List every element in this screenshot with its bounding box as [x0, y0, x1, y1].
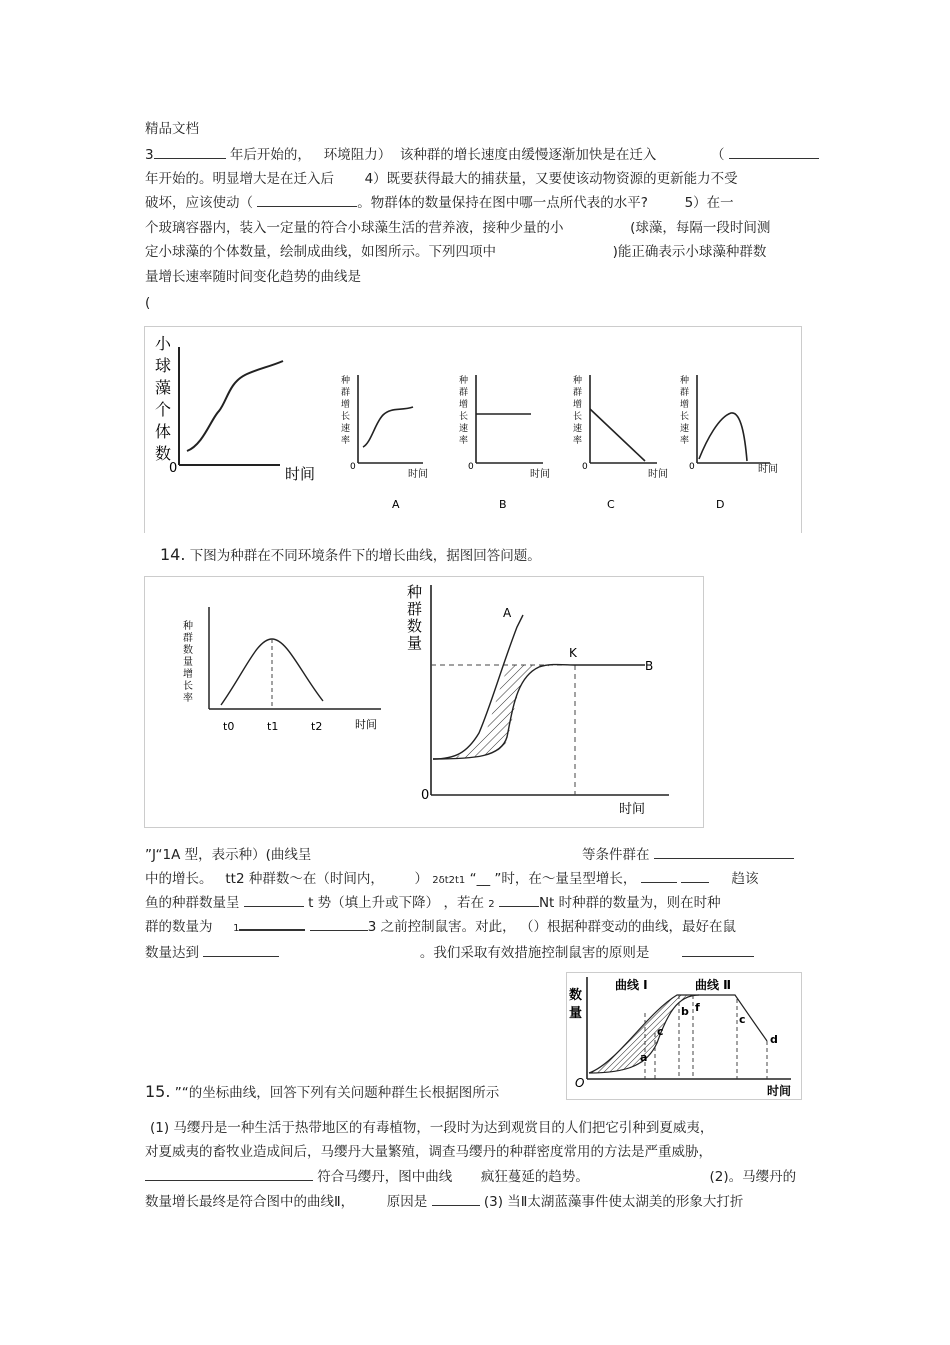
curve-s: [433, 665, 645, 760]
answer-blank[interactable]: [239, 929, 305, 931]
text: Nt 时种群的数量为，则在时种: [538, 895, 721, 911]
ylabel-char: 种: [183, 621, 193, 632]
ylabel-char: 群: [680, 388, 690, 398]
ylabel-char: 量: [183, 657, 193, 668]
text: (2)。马缨丹的: [709, 1169, 797, 1185]
page-header: 精品文档: [145, 121, 199, 137]
option-label: D: [716, 498, 725, 511]
curve-b-label: B: [645, 659, 654, 673]
answer-blank[interactable]: [432, 1205, 480, 1206]
ylabel-char: 群: [459, 388, 469, 398]
origin-label: 0: [582, 462, 588, 472]
para1-line3: [145, 194, 734, 212]
ylabel-char: 数: [155, 444, 172, 463]
ylabel-char: 球: [155, 356, 172, 375]
ylabel-char: 量: [569, 1006, 583, 1021]
q15-line4: [145, 1193, 743, 1211]
para2-line4: [145, 918, 736, 938]
text: “__ ”时，在～量呈型增长，: [469, 871, 637, 887]
ylabel-char: 数: [407, 617, 423, 635]
answer-blank[interactable]: [682, 956, 754, 957]
answer-blank[interactable]: [244, 906, 304, 907]
answer-blank[interactable]: [257, 206, 357, 207]
population-graph: [407, 583, 669, 817]
ylabel-char: 群: [407, 600, 423, 618]
point-c2: c: [739, 1013, 746, 1026]
text: 。我们采取有效措施控制鼠害的原则是: [419, 945, 650, 961]
text: 个玻璃容器内，装入一定量的符合小球藻生活的营养液，接种少量的小: [145, 220, 564, 236]
xlabel: 时间: [648, 469, 668, 480]
ylabel-char: 数: [569, 988, 583, 1003]
para1-line5: [145, 243, 766, 261]
text: 破坏，应该使动（: [145, 195, 253, 211]
text: tt2 种群数～在（时间内，: [225, 871, 384, 887]
ylabel-char: 率: [680, 436, 690, 446]
para1-line4: [145, 219, 770, 237]
option-label: C: [607, 498, 615, 511]
text: 该种群的增长速度由缓慢逐渐加快是在迁入: [399, 147, 657, 163]
ylabel-char: 长: [459, 412, 469, 422]
ylabel-char: 种: [459, 376, 469, 386]
ylabel-char: 长: [341, 412, 351, 422]
point-b: b: [681, 1005, 689, 1018]
ylabel-char: 率: [459, 436, 469, 446]
q15-line2: 对夏威夷的畜牧业造成间后，马缨丹大量繁殖，调查马缨丹的种群密度常用的方法是严重威胁，: [145, 1144, 712, 1160]
question-text: ”“的坐标曲线，回答下列有关问题种群生长根据图所示: [174, 1085, 500, 1101]
option-a-graph: [341, 374, 428, 511]
origin-label: 0: [169, 461, 178, 476]
ylabel-char: 群: [183, 633, 193, 644]
text: 2δt2t1: [432, 875, 466, 886]
ylabel-char: 种: [407, 583, 423, 601]
question-15: [145, 1083, 499, 1102]
ylabel-char: 种: [341, 376, 351, 386]
text: 符合马缨丹，图中曲线: [317, 1169, 453, 1185]
answer-blank[interactable]: [681, 882, 709, 883]
xlabel: 时间: [355, 718, 377, 731]
text: (球藻，每隔一段时间测: [630, 220, 771, 236]
text: 群的数量为: [145, 919, 213, 935]
xlabel: 时间: [408, 469, 428, 480]
text: 环境阻力）: [323, 147, 392, 163]
ylabel-char: 增: [341, 400, 351, 410]
ylabel-char: 速: [459, 424, 469, 434]
text: 1: [233, 923, 240, 934]
text: 年开始的。明显增大是在迁入后: [145, 171, 334, 187]
text: （）根据种群变动的曲线，最好在鼠: [519, 919, 736, 935]
xlabel: 时间: [767, 1084, 792, 1098]
text: 原因是: [386, 1194, 428, 1210]
ylabel-char: 速: [680, 424, 690, 434]
figure-growth-curves: [144, 576, 704, 828]
q15-line3: [145, 1168, 796, 1186]
point-d: d: [770, 1033, 778, 1046]
answer-blank[interactable]: [145, 1180, 313, 1181]
xlabel: 时间: [758, 464, 778, 475]
text: 数量增长最终是符合图中的曲线Ⅱ，: [145, 1194, 355, 1210]
para1-line7: (: [145, 295, 151, 311]
text: (3) 当Ⅱ太湖蓝藻事件使太湖美的形象大打折: [483, 1194, 744, 1210]
ylabel-char: 藻: [155, 378, 172, 397]
ylabel-char: 长: [573, 412, 583, 422]
xlabel: 时间: [619, 802, 646, 817]
ylabel-char: 长: [183, 681, 193, 692]
answer-blank[interactable]: [203, 956, 279, 957]
main-growth-graph: [155, 334, 315, 483]
point-c: c: [657, 1025, 664, 1038]
question-14: [160, 546, 541, 565]
text: 中的增长。: [145, 871, 213, 887]
text: 4）既要获得最大的捕获量，又要使该动物资源的更新能力不受: [364, 171, 738, 187]
ylabel-char: 量: [407, 634, 423, 652]
text: t 势（填上升或下降）: [308, 895, 440, 911]
ylabel-char: 数: [183, 645, 193, 656]
text: 趋该: [731, 871, 759, 887]
growth-rate-graph: [183, 607, 381, 733]
curve-a-label: A: [503, 606, 512, 620]
ylabel-char: 群: [341, 388, 351, 398]
text: 疯狂蔓延的趋势。: [480, 1169, 589, 1185]
text: )能正确表示小球藻种群数: [612, 244, 767, 260]
curve-2-label: 曲线 Ⅱ: [695, 978, 732, 992]
point-f: f: [695, 1001, 700, 1014]
ylabel-char: 增: [680, 400, 690, 410]
ylabel-char: 小: [155, 334, 172, 353]
origin-label: 0: [689, 462, 695, 472]
ylabel-char: 率: [573, 436, 583, 446]
ylabel-char: 体: [155, 422, 172, 441]
ylabel-char: 率: [341, 436, 351, 446]
growth-curve: [187, 361, 283, 451]
option-d-graph: [680, 374, 778, 511]
origin-label: O: [575, 1076, 585, 1090]
answer-blank[interactable]: [310, 930, 368, 931]
option-label: B: [499, 498, 507, 511]
para2-line1: [145, 846, 794, 864]
text: （: [710, 147, 725, 163]
ylabel-char: 速: [341, 424, 351, 434]
xlabel: 时间: [530, 469, 550, 480]
xlabel: 时间: [285, 465, 316, 483]
text: 5）在一: [684, 195, 734, 211]
para2-line3: [145, 894, 721, 914]
text: ，若在: [443, 895, 484, 911]
answer-blank[interactable]: [641, 882, 677, 883]
option-label: A: [392, 498, 400, 511]
ylabel-char: 率: [183, 693, 193, 704]
ylabel-char: 群: [573, 388, 583, 398]
ylabel-char: 个: [155, 400, 172, 419]
origin-label: 0: [350, 462, 356, 472]
answer-blank[interactable]: [654, 858, 794, 859]
text: 数量达到: [145, 945, 199, 961]
text: 定小球藻的个体数量，绘制成曲线，如图所示。下列四项中: [145, 244, 496, 260]
ylabel-char: 种: [680, 376, 690, 386]
k-label: K: [569, 646, 577, 660]
origin-label: 0: [468, 462, 474, 472]
para1-line2: [145, 170, 738, 188]
text: 3 之前控制鼠害。对此，: [367, 919, 516, 935]
para2-line5: [145, 944, 754, 962]
text: 鱼的种群数量呈: [145, 895, 240, 911]
text: ”J“1A 型，表示种）(曲线呈: [145, 847, 312, 863]
curve-1-label: 曲线 I: [615, 978, 648, 992]
text: ）: [414, 871, 428, 887]
answer-blank[interactable]: [154, 158, 226, 159]
question-number: 14.: [160, 545, 186, 564]
ylabel-char: 增: [459, 400, 469, 410]
text: 年后开始的，: [229, 147, 311, 163]
text: 3: [145, 147, 154, 163]
ylabel-char: 速: [573, 424, 583, 434]
text: 2: [488, 899, 495, 910]
ylabel-char: 增: [183, 669, 193, 680]
ylabel-char: 种: [573, 376, 583, 386]
option-b-graph: [459, 374, 550, 511]
question-number: 15.: [145, 1082, 171, 1101]
tick-t0: t0: [223, 720, 235, 733]
tick-t1: t1: [267, 720, 279, 733]
option-c-graph: [573, 374, 668, 511]
ylabel-char: 长: [680, 412, 690, 422]
figure-lantana-curves: [566, 972, 802, 1100]
text: 等条件群在: [581, 847, 650, 863]
para1-line1: [145, 146, 819, 164]
text: 。物群体的数量保持在图中哪一点所代表的水平?: [357, 195, 648, 211]
ylabel-char: 增: [573, 400, 583, 410]
question-text: 下图为种群在不同环境条件下的增长曲线，据图回答问题。: [189, 548, 541, 564]
figure-chlorella: [144, 326, 802, 533]
tick-t2: t2: [311, 720, 323, 733]
para2-line2: [145, 870, 759, 890]
point-a: a: [640, 1051, 648, 1064]
answer-blank[interactable]: [499, 906, 539, 907]
q15-line1: (1) 马缨丹是一种生活于热带地区的有毒植物，一段时为达到观赏目的人们把它引种到夏威夷，: [150, 1120, 714, 1136]
answer-blank[interactable]: [729, 158, 819, 159]
para1-line6: 量增长速率随时间变化趋势的曲线是: [145, 269, 361, 285]
origin-label: 0: [421, 788, 430, 803]
